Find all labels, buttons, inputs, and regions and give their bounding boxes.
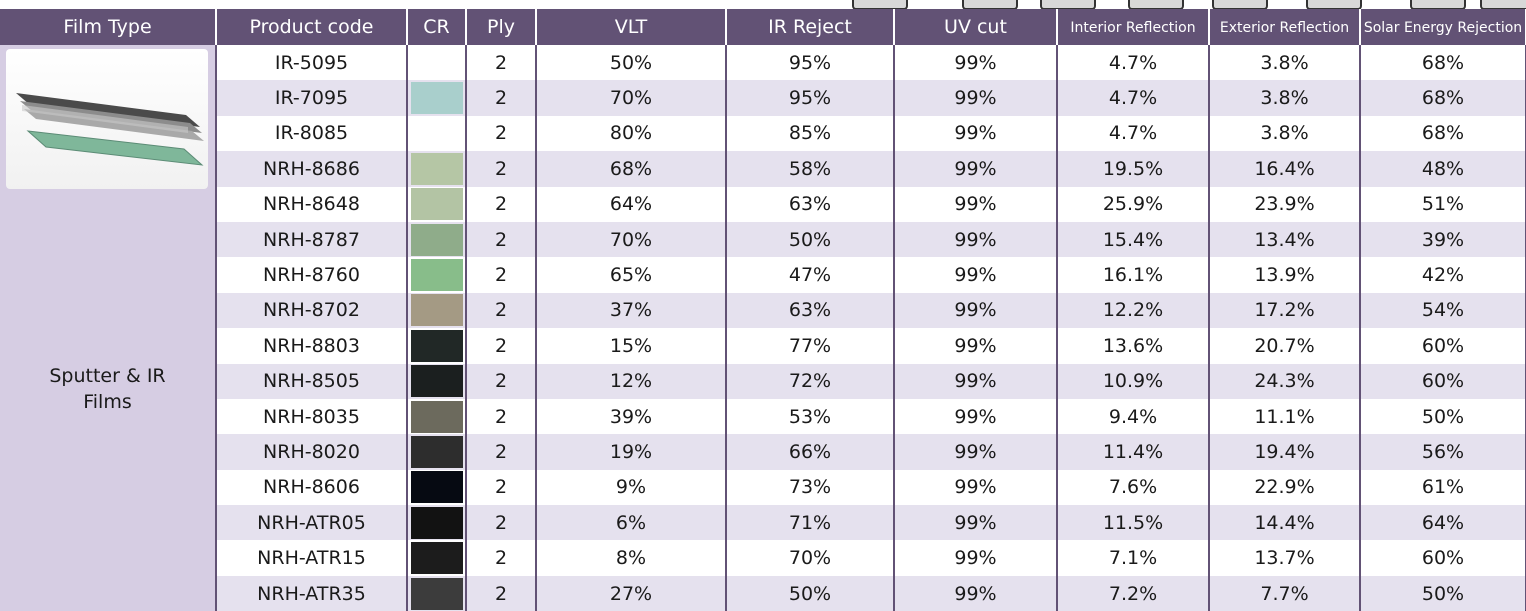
exterior-reflection-header: Exterior Reflection — [1209, 9, 1360, 45]
ply-cell: 2 — [466, 540, 536, 575]
uv-cut-cell: 99% — [894, 364, 1057, 399]
interior-reflection-cell: 7.1% — [1057, 540, 1209, 575]
interior-reflection-header: Interior Reflection — [1057, 9, 1209, 45]
cr-cell — [407, 505, 466, 540]
film-type-label-line1: Sputter & IR — [49, 365, 166, 388]
exterior-reflection-cell: 16.4% — [1209, 151, 1360, 186]
ir-reject-cell: 58% — [726, 151, 894, 186]
interior-reflection-cell: 7.6% — [1057, 470, 1209, 505]
ply-cell: 2 — [466, 576, 536, 611]
uv-cut-cell: 99% — [894, 116, 1057, 151]
product-code-cell: NRH-8035 — [216, 399, 407, 434]
ir-reject-cell: 66% — [726, 434, 894, 469]
uv-cut-cell: 99% — [894, 576, 1057, 611]
interior-reflection-cell: 13.6% — [1057, 328, 1209, 363]
exterior-reflection-cell: 13.4% — [1209, 222, 1360, 257]
table-row — [0, 187, 1526, 222]
vlt-cell: 50% — [536, 45, 726, 80]
color-swatch — [411, 224, 463, 256]
uv-cut-cell: 99% — [894, 80, 1057, 115]
interior-reflection-cell: 19.5% — [1057, 151, 1209, 186]
solar-energy-rejection-cell: 50% — [1360, 399, 1526, 434]
interior-reflection-cell: 16.1% — [1057, 257, 1209, 292]
ply-cell: 2 — [466, 399, 536, 434]
product-code-cell: NRH-8648 — [216, 187, 407, 222]
ply-cell: 2 — [466, 470, 536, 505]
table-row — [0, 470, 1526, 505]
vlt-cell: 9% — [536, 470, 726, 505]
solar-energy-rejection-cell: 42% — [1360, 257, 1526, 292]
color-swatch — [411, 401, 463, 433]
uv-cut-cell: 99% — [894, 434, 1057, 469]
film-spec-table — [0, 9, 1526, 611]
product-code-cell: IR-5095 — [216, 45, 407, 80]
vlt-cell: 6% — [536, 505, 726, 540]
table-row — [0, 505, 1526, 540]
exterior-reflection-cell: 24.3% — [1209, 364, 1360, 399]
exterior-reflection-cell: 13.7% — [1209, 540, 1360, 575]
ply-cell: 2 — [466, 222, 536, 257]
interior-reflection-cell: 4.7% — [1057, 80, 1209, 115]
color-swatch — [411, 330, 463, 362]
cr-cell — [407, 187, 466, 222]
exterior-reflection-cell: 20.7% — [1209, 328, 1360, 363]
ir-reject-cell: 70% — [726, 540, 894, 575]
exterior-reflection-cell: 17.2% — [1209, 293, 1360, 328]
cr-cell — [407, 293, 466, 328]
uv-cut-cell: 99% — [894, 540, 1057, 575]
table-header-row — [0, 9, 1526, 45]
exterior-reflection-cell: 14.4% — [1209, 505, 1360, 540]
table-row — [0, 328, 1526, 363]
cr-cell — [407, 328, 466, 363]
cr-cell — [407, 540, 466, 575]
uv-cut-cell: 99% — [894, 257, 1057, 292]
product-code-cell: NRH-ATR35 — [216, 576, 407, 611]
color-swatch — [411, 188, 463, 220]
exterior-reflection-cell: 3.8% — [1209, 45, 1360, 80]
table-row — [0, 576, 1526, 611]
solar-energy-rejection-cell: 60% — [1360, 328, 1526, 363]
solar-energy-rejection-cell: 61% — [1360, 470, 1526, 505]
product-code-cell: IR-8085 — [216, 116, 407, 151]
film-type-header: Film Type — [0, 9, 216, 45]
vlt-cell: 8% — [536, 540, 726, 575]
table-row — [0, 434, 1526, 469]
ir-reject-cell: 63% — [726, 293, 894, 328]
ply-cell: 2 — [466, 116, 536, 151]
vlt-cell: 64% — [536, 187, 726, 222]
cr-cell — [407, 80, 466, 115]
vlt-cell: 70% — [536, 80, 726, 115]
solar-energy-rejection-cell: 39% — [1360, 222, 1526, 257]
ply-cell: 2 — [466, 257, 536, 292]
vlt-header: VLT — [536, 9, 726, 45]
ply-cell: 2 — [466, 151, 536, 186]
interior-reflection-cell: 4.7% — [1057, 45, 1209, 80]
product-code-cell: IR-7095 — [216, 80, 407, 115]
solar-energy-rejection-cell: 68% — [1360, 116, 1526, 151]
ir-reject-cell: 95% — [726, 80, 894, 115]
exterior-reflection-cell: 23.9% — [1209, 187, 1360, 222]
ply-cell: 2 — [466, 434, 536, 469]
solar-energy-rejection-cell: 56% — [1360, 434, 1526, 469]
ply-header: Ply — [466, 9, 536, 45]
cr-cell — [407, 116, 466, 151]
ply-cell: 2 — [466, 364, 536, 399]
exterior-reflection-cell: 22.9% — [1209, 470, 1360, 505]
ir-reject-cell: 72% — [726, 364, 894, 399]
uv-cut-cell: 99% — [894, 293, 1057, 328]
vlt-cell: 19% — [536, 434, 726, 469]
product-code-cell: NRH-8686 — [216, 151, 407, 186]
solar-energy-rejection-cell: 60% — [1360, 364, 1526, 399]
table-row — [0, 45, 1526, 80]
uv-cut-cell: 99% — [894, 187, 1057, 222]
interior-reflection-cell: 11.4% — [1057, 434, 1209, 469]
ir-reject-cell: 71% — [726, 505, 894, 540]
cr-header: CR — [407, 9, 466, 45]
ir-reject-cell: 63% — [726, 187, 894, 222]
interior-reflection-cell: 7.2% — [1057, 576, 1209, 611]
cr-cell — [407, 257, 466, 292]
cr-cell — [407, 45, 466, 80]
solar-energy-rejection-cell: 51% — [1360, 187, 1526, 222]
color-swatch — [411, 153, 463, 185]
table-row — [0, 116, 1526, 151]
color-swatch — [411, 82, 463, 114]
cr-cell — [407, 470, 466, 505]
film-type-label-line2: Films — [83, 391, 132, 414]
table-row — [0, 151, 1526, 186]
exterior-reflection-cell: 11.1% — [1209, 399, 1360, 434]
interior-reflection-cell: 25.9% — [1057, 187, 1209, 222]
color-swatch — [411, 365, 463, 397]
vlt-cell: 27% — [536, 576, 726, 611]
interior-reflection-cell: 10.9% — [1057, 364, 1209, 399]
color-swatch — [411, 294, 463, 326]
uv-cut-cell: 99% — [894, 505, 1057, 540]
color-swatch — [411, 578, 463, 610]
table-row — [0, 364, 1526, 399]
ir-reject-cell: 77% — [726, 328, 894, 363]
ir-reject-cell: 95% — [726, 45, 894, 80]
table-row — [0, 399, 1526, 434]
film-type-cell — [0, 45, 216, 611]
solar-energy-rejection-cell: 54% — [1360, 293, 1526, 328]
uv-cut-cell: 99% — [894, 328, 1057, 363]
ir-reject-cell: 73% — [726, 470, 894, 505]
product-code-cell: NRH-8702 — [216, 293, 407, 328]
ply-cell: 2 — [466, 293, 536, 328]
ply-cell: 2 — [466, 505, 536, 540]
product-code-cell: NRH-8020 — [216, 434, 407, 469]
vlt-cell: 12% — [536, 364, 726, 399]
ir-reject-cell: 85% — [726, 116, 894, 151]
solar-energy-rejection-cell: 68% — [1360, 45, 1526, 80]
cr-cell — [407, 151, 466, 186]
film-samples-image — [6, 49, 208, 189]
cr-cell — [407, 364, 466, 399]
interior-reflection-cell: 9.4% — [1057, 399, 1209, 434]
uv-cut-cell: 99% — [894, 399, 1057, 434]
uv-cut-cell: 99% — [894, 470, 1057, 505]
cr-cell — [407, 399, 466, 434]
vlt-cell: 68% — [536, 151, 726, 186]
table-row — [0, 222, 1526, 257]
cr-cell — [407, 434, 466, 469]
exterior-reflection-cell: 7.7% — [1209, 576, 1360, 611]
vlt-cell: 80% — [536, 116, 726, 151]
exterior-reflection-cell: 19.4% — [1209, 434, 1360, 469]
ply-cell: 2 — [466, 80, 536, 115]
interior-reflection-cell: 15.4% — [1057, 222, 1209, 257]
product-code-cell: NRH-ATR15 — [216, 540, 407, 575]
ply-cell: 2 — [466, 328, 536, 363]
product-code-cell: NRH-ATR05 — [216, 505, 407, 540]
ply-cell: 2 — [466, 45, 536, 80]
color-swatch — [411, 436, 463, 468]
table-row — [0, 257, 1526, 292]
product-code-cell: NRH-8803 — [216, 328, 407, 363]
product-code-cell: NRH-8505 — [216, 364, 407, 399]
table-row — [0, 80, 1526, 115]
vlt-cell: 65% — [536, 257, 726, 292]
interior-reflection-cell: 11.5% — [1057, 505, 1209, 540]
cr-cell — [407, 222, 466, 257]
color-swatch — [411, 507, 463, 539]
interior-reflection-cell: 4.7% — [1057, 116, 1209, 151]
ir-reject-cell: 50% — [726, 576, 894, 611]
product-code-cell: NRH-8606 — [216, 470, 407, 505]
table-row — [0, 540, 1526, 575]
color-swatch — [411, 47, 463, 79]
ir-reject-cell: 53% — [726, 399, 894, 434]
table-row — [0, 293, 1526, 328]
vlt-cell: 70% — [536, 222, 726, 257]
solar-energy-rejection-cell: 48% — [1360, 151, 1526, 186]
exterior-reflection-cell: 13.9% — [1209, 257, 1360, 292]
product-code-cell: NRH-8760 — [216, 257, 407, 292]
exterior-reflection-cell: 3.8% — [1209, 116, 1360, 151]
product-code-cell: NRH-8787 — [216, 222, 407, 257]
cr-cell — [407, 576, 466, 611]
exterior-reflection-cell: 3.8% — [1209, 80, 1360, 115]
uv-cut-cell: 99% — [894, 151, 1057, 186]
ply-cell: 2 — [466, 187, 536, 222]
color-swatch — [411, 471, 463, 503]
vlt-cell: 15% — [536, 328, 726, 363]
solar-energy-rejection-cell: 64% — [1360, 505, 1526, 540]
solar-energy-rejection-cell: 50% — [1360, 576, 1526, 611]
solar-energy-rejection-cell: 68% — [1360, 80, 1526, 115]
color-swatch — [411, 117, 463, 149]
solar-energy-rejection-cell: 60% — [1360, 540, 1526, 575]
product-code-header: Product code — [216, 9, 407, 45]
ir-reject-cell: 50% — [726, 222, 894, 257]
ir-reject-header: IR Reject — [726, 9, 894, 45]
uv-cut-cell: 99% — [894, 45, 1057, 80]
ir-reject-cell: 47% — [726, 257, 894, 292]
vlt-cell: 39% — [536, 399, 726, 434]
uv-cut-header: UV cut — [894, 9, 1057, 45]
color-swatch — [411, 542, 463, 574]
vlt-cell: 37% — [536, 293, 726, 328]
uv-cut-cell: 99% — [894, 222, 1057, 257]
solar-energy-rejection-header: Solar Energy Rejection — [1360, 9, 1526, 45]
interior-reflection-cell: 12.2% — [1057, 293, 1209, 328]
color-swatch — [411, 259, 463, 291]
